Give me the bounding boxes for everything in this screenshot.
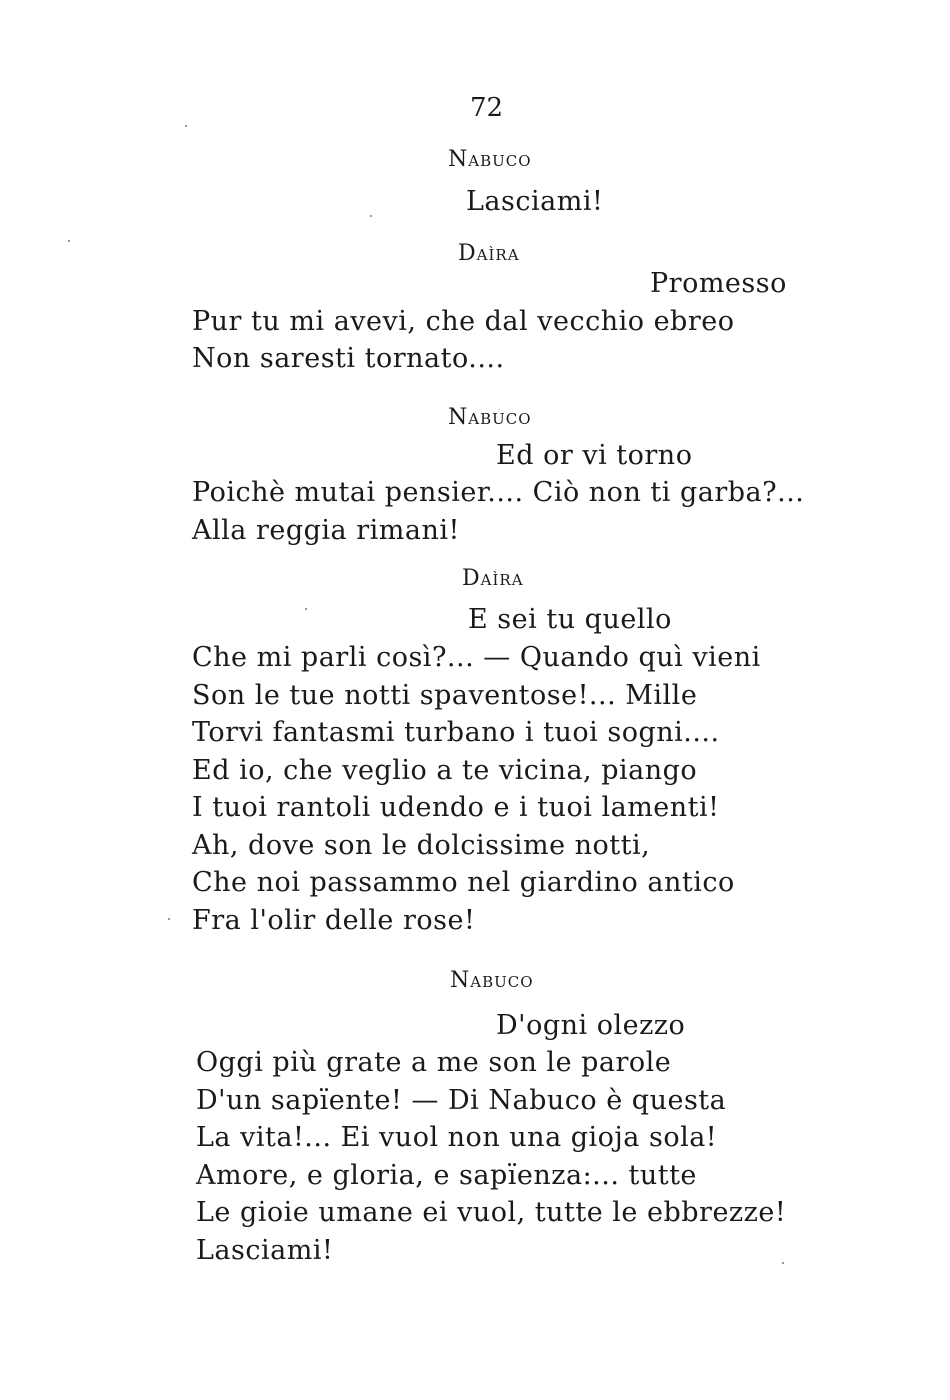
scan-speck xyxy=(782,1262,784,1264)
verse-line: Amore, e gloria, e sapïenza:... tutte xyxy=(196,1160,697,1191)
speaker-name: Nabuco xyxy=(448,405,532,430)
scan-speck xyxy=(370,215,372,217)
verse-line: E sei tu quello xyxy=(468,604,672,635)
verse-line: Alla reggia rimani! xyxy=(192,515,460,546)
verse-line: Le gioie umane ei vuol, tutte le ebbrezze! xyxy=(196,1197,787,1228)
verse-line: Ed or vi torno xyxy=(496,440,693,471)
speaker-name: Nabuco xyxy=(448,147,532,172)
scan-speck xyxy=(305,608,307,610)
verse-line: Torvi fantasmi turbano i tuoi sogni.... xyxy=(192,717,720,748)
verse-line: Non saresti tornato.... xyxy=(192,343,505,374)
verse-line: Fra l'olir delle rose! xyxy=(192,905,476,936)
speaker-name: Daìra xyxy=(458,241,520,266)
speaker-name: Nabuco xyxy=(450,968,534,993)
verse-line: Promesso xyxy=(650,268,787,299)
verse-line: I tuoi rantoli udendo e i tuoi lamenti! xyxy=(192,792,720,823)
verse-line: Pur tu mi avevi, che dal vecchio ebreo xyxy=(192,306,735,337)
verse-line: D'un sapïente! — Di Nabuco è questa xyxy=(196,1085,727,1116)
verse-line: Che mi parli così?... — Quando quì vieni xyxy=(192,642,761,673)
verse-line: Ed io, che veglio a te vicina, piango xyxy=(192,755,698,786)
verse-line: Ah, dove son le dolcissime notti, xyxy=(192,830,651,861)
verse-line: Poichè mutai pensier.... Ciò non ti garba?... xyxy=(192,477,805,508)
verse-line: Che noi passammo nel giardino antico xyxy=(192,867,735,898)
scan-speck xyxy=(168,918,170,920)
verse-line: Oggi più grate a me son le parole xyxy=(196,1047,672,1078)
verse-line: D'ogni olezzo xyxy=(496,1010,686,1041)
scan-speck xyxy=(185,125,187,127)
page-number: 72 xyxy=(470,93,504,123)
scan-speck xyxy=(68,240,70,242)
verse-line: Lasciami! xyxy=(196,1235,334,1266)
verse-line: La vita!... Ei vuol non una gioja sola! xyxy=(196,1122,718,1153)
verse-line: Son le tue notti spaventose!... Mille xyxy=(192,680,698,711)
verse-line: Lasciami! xyxy=(466,186,604,217)
speaker-name: Daìra xyxy=(462,566,524,591)
